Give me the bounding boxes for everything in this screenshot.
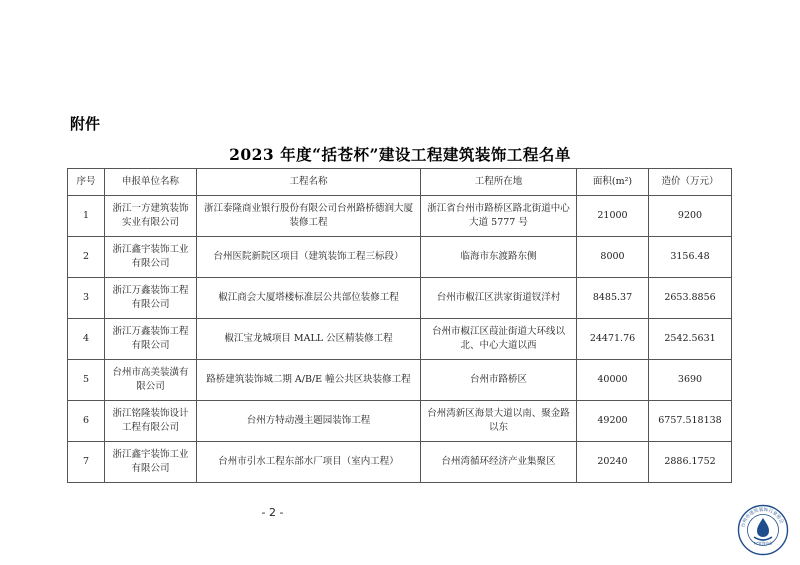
cell-index: 3	[68, 278, 105, 319]
cell-location: 台州市路桥区	[421, 360, 577, 401]
table-row	[68, 196, 732, 237]
cell-index: 5	[68, 360, 105, 401]
cell-location: 浙江省台州市路桥区路北街道中心大道 5777 号	[421, 196, 577, 237]
cell-project: 路桥建筑装饰城二期 A/B/E 幢公共区块装修工程	[197, 360, 421, 401]
table-row	[68, 360, 732, 401]
table-row	[68, 319, 732, 360]
table-row	[68, 278, 732, 319]
cell-unit: 浙江万鑫装饰工程有限公司	[105, 319, 197, 360]
svg-text:台州市建筑装饰行业协会: 台州市建筑装饰行业协会	[741, 507, 784, 529]
cell-index: 4	[68, 319, 105, 360]
cell-location: 台州湾循环经济产业集聚区	[421, 442, 577, 483]
cell-area: 20240	[577, 442, 649, 483]
cell-index: 6	[68, 401, 105, 442]
cell-location: 台州市椒江区葭沚街道大环线以北、中心大道以西	[421, 319, 577, 360]
cell-area: 24471.76	[577, 319, 649, 360]
header-index: 序号	[68, 169, 105, 196]
cell-cost: 2886.1752	[649, 442, 732, 483]
cell-cost: 9200	[649, 196, 732, 237]
table-row	[68, 401, 732, 442]
cell-area: 40000	[577, 360, 649, 401]
table-header-row	[68, 169, 732, 196]
cell-unit: 浙江万鑫装饰工程有限公司	[105, 278, 197, 319]
project-table	[67, 168, 732, 483]
cell-area: 8485.37	[577, 278, 649, 319]
cell-project: 台州市引水工程东部水厂项目（室内工程）	[197, 442, 421, 483]
cell-location: 台州湾新区海景大道以南、聚金路以东	[421, 401, 577, 442]
cell-index: 2	[68, 237, 105, 278]
cell-area: 49200	[577, 401, 649, 442]
attachment-label: 附件	[70, 115, 101, 133]
page-number: - 2 -	[261, 506, 284, 519]
header-area: 面积(m²)	[577, 169, 649, 196]
cell-project: 椒江宝龙城项目 MALL 公区精装修工程	[197, 319, 421, 360]
cell-cost: 2542.5631	[649, 319, 732, 360]
table-row	[68, 442, 732, 483]
cell-unit: 浙江鑫宇装饰工业有限公司	[105, 237, 197, 278]
cell-cost: 6757.518138	[649, 401, 732, 442]
header-cost: 造价（万元）	[649, 169, 732, 196]
document-title: 2023 年度“括苍杯”建设工程建筑装饰工程名单	[229, 145, 571, 164]
cell-unit: 浙江鑫宇装饰工业有限公司	[105, 442, 197, 483]
cell-unit: 浙江铭隆装饰设计工程有限公司	[105, 401, 197, 442]
cell-cost: 3690	[649, 360, 732, 401]
header-location: 工程所在地	[421, 169, 577, 196]
cell-cost: 3156.48	[649, 237, 732, 278]
cell-cost: 2653.8856	[649, 278, 732, 319]
cell-project: 椒江商会大厦塔楼标准层公共部位装修工程	[197, 278, 421, 319]
cell-index: 1	[68, 196, 105, 237]
header-project: 工程名称	[197, 169, 421, 196]
association-logo-icon	[737, 504, 789, 556]
cell-area: 8000	[577, 237, 649, 278]
cell-location: 台州市椒江区洪家街道钗洋村	[421, 278, 577, 319]
cell-area: 21000	[577, 196, 649, 237]
cell-unit: 台州市高美装潢有限公司	[105, 360, 197, 401]
cell-project: 台州方特动漫主题园装饰工程	[197, 401, 421, 442]
cell-unit: 浙江一方建筑装饰实业有限公司	[105, 196, 197, 237]
table-row	[68, 237, 732, 278]
cell-project: 台州医院新院区项目（建筑装饰工程三标段）	[197, 237, 421, 278]
cell-project: 浙江泰隆商业银行股份有限公司台州路桥德润大厦装修工程	[197, 196, 421, 237]
svg-text:TZ装饰协会: TZ装饰协会	[753, 541, 773, 546]
cell-index: 7	[68, 442, 105, 483]
cell-location: 临海市东渡路东侧	[421, 237, 577, 278]
header-unit: 申报单位名称	[105, 169, 197, 196]
